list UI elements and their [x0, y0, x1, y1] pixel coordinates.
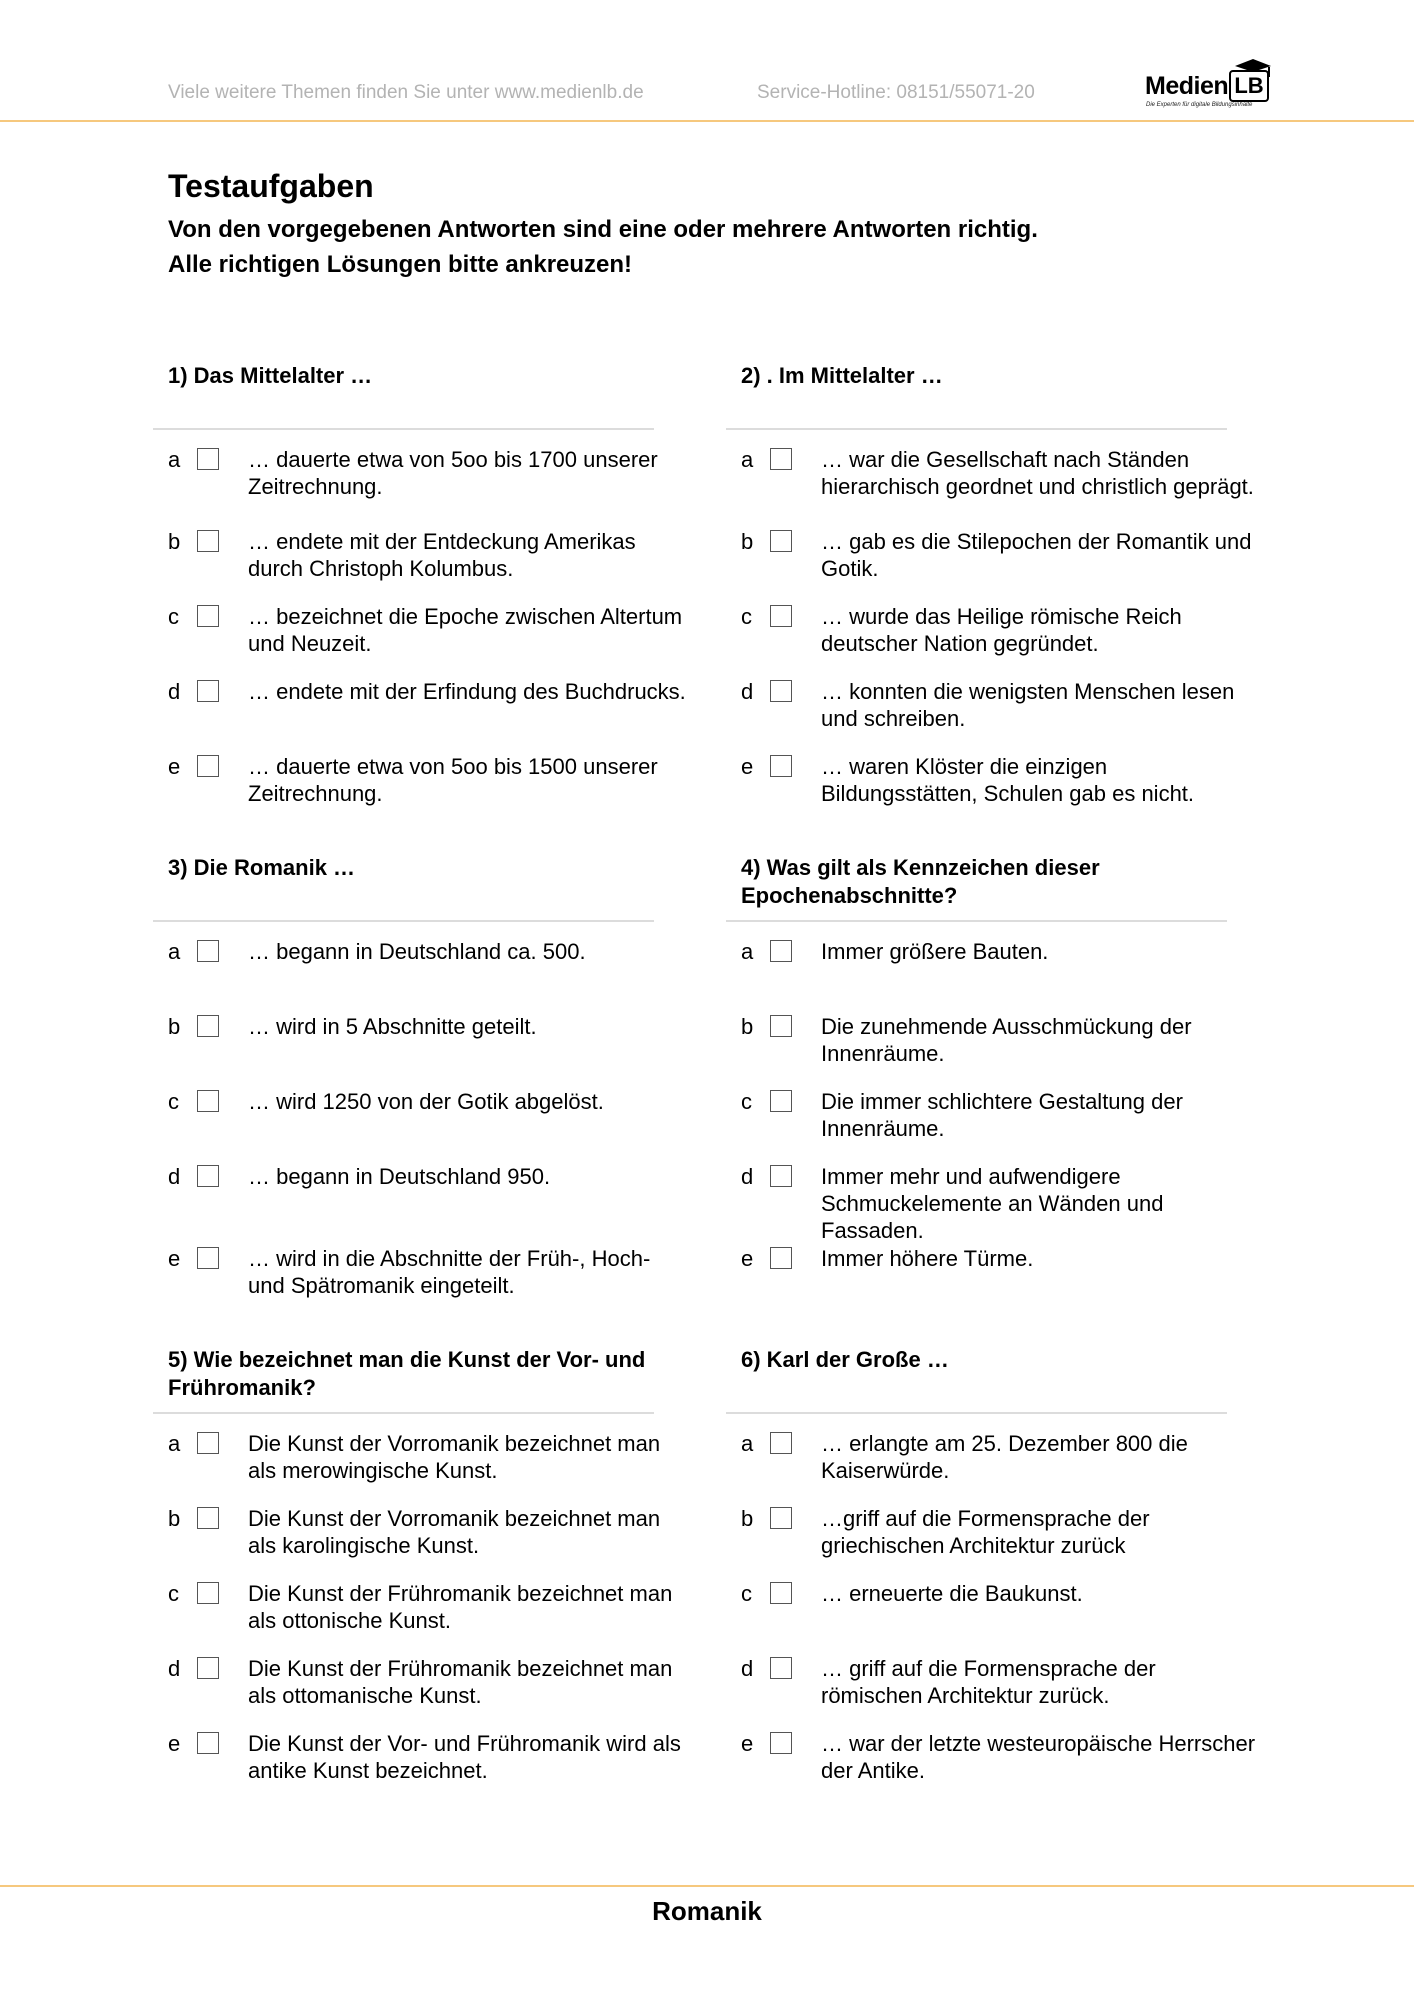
answer-checkbox[interactable]: [197, 1732, 219, 1754]
option-text: Die Kunst der Frühromanik bezeichnet man als ottonische Kunst.: [248, 1581, 673, 1633]
answer-checkbox[interactable]: [770, 530, 792, 552]
question-5-heading: 5) Wie bezeichnet man die Kunst der Vor- und Frühromanik?: [168, 1347, 646, 1400]
option-text: … griff auf die Formensprache der römischen Architektur zurück.: [821, 1656, 1156, 1708]
option-text: … war die Gesellschaft nach Ständen hierarchisch geordnet und christlich geprägt.: [821, 447, 1254, 499]
answer-checkbox[interactable]: [197, 530, 219, 552]
option-letter: d: [168, 1656, 181, 1681]
answer-checkbox[interactable]: [770, 1247, 792, 1269]
answer-checkbox[interactable]: [770, 1015, 792, 1037]
option-letter: b: [168, 529, 181, 554]
question-divider: [153, 920, 654, 922]
page-header: [0, 0, 1414, 122]
question-divider: [726, 920, 1227, 922]
instruction-line-1: Von den vorgegebenen Antworten sind eine oder mehrere Antworten richtig.: [168, 216, 1038, 243]
option-text: … waren Klöster die einzigen Bildungsstätten, Schulen gab es nicht.: [821, 754, 1195, 806]
option-letter: b: [741, 1506, 754, 1531]
answer-checkbox[interactable]: [770, 1432, 792, 1454]
option-letter: d: [168, 1164, 181, 1189]
answer-checkbox[interactable]: [770, 1090, 792, 1112]
graduation-cap-icon: [1231, 58, 1275, 78]
option-text: … konnten die wenigsten Menschen lesen und schreiben.: [821, 679, 1235, 731]
option-letter: c: [168, 604, 179, 629]
option-letter: e: [168, 1731, 181, 1756]
answer-checkbox[interactable]: [197, 680, 219, 702]
option-text: …griff auf die Formensprache der griechischen Architektur zurück: [821, 1506, 1150, 1558]
footer-divider: [0, 1885, 1414, 1887]
answer-checkbox[interactable]: [770, 1657, 792, 1679]
option-letter: a: [741, 1431, 754, 1456]
answer-checkbox[interactable]: [197, 605, 219, 627]
answer-checkbox[interactable]: [770, 755, 792, 777]
option-text: … bezeichnet die Epoche zwischen Altertum und Neuzeit.: [248, 604, 683, 656]
option-letter: b: [741, 529, 754, 554]
option-text: Immer höhere Türme.: [821, 1246, 1034, 1271]
logo-badge: LB: [1229, 70, 1269, 102]
option-text: … wird 1250 von der Gotik abgelöst.: [248, 1089, 604, 1114]
option-letter: e: [741, 1246, 754, 1271]
question-3-heading: 3) Die Romanik …: [168, 855, 356, 880]
option-text: Die immer schlichtere Gestaltung der Innenräume.: [821, 1089, 1183, 1141]
option-letter: b: [168, 1014, 181, 1039]
logo-tagline: Die Experten für digitale Bildungsinhalte: [1146, 102, 1253, 108]
answer-checkbox[interactable]: [197, 1247, 219, 1269]
option-letter: a: [168, 447, 181, 472]
answer-checkbox[interactable]: [770, 1732, 792, 1754]
option-letter: c: [168, 1581, 179, 1606]
question-divider: [153, 1412, 654, 1414]
option-text: … dauerte etwa von 5oo bis 1500 unserer Zeitrechnung.: [248, 754, 658, 806]
logo-word: Medien: [1145, 72, 1229, 100]
option-letter: a: [168, 1431, 181, 1456]
option-text: Die Kunst der Vorromanik bezeichnet man als merowingische Kunst.: [248, 1431, 661, 1483]
option-text: … erneuerte die Baukunst.: [821, 1581, 1083, 1606]
footer-title: Romanik: [652, 1896, 762, 1926]
option-text: Die Kunst der Frühromanik bezeichnet man als ottomanische Kunst.: [248, 1656, 673, 1708]
option-letter: d: [168, 679, 181, 704]
medienlb-logo: [1143, 58, 1273, 112]
answer-checkbox[interactable]: [197, 448, 219, 470]
option-text: … wird in 5 Abschnitte geteilt.: [248, 1014, 537, 1039]
answer-checkbox[interactable]: [770, 1165, 792, 1187]
service-hotline: Service-Hotline: 08151/55071-20: [757, 82, 1035, 103]
option-letter: d: [741, 1164, 754, 1189]
option-letter: d: [741, 679, 754, 704]
option-letter: e: [168, 1246, 181, 1271]
option-text: … begann in Deutschland ca. 500.: [248, 939, 586, 964]
option-letter: b: [741, 1014, 754, 1039]
option-text: Die Kunst der Vor- und Frühromanik wird als antike Kunst bezeichnet.: [248, 1731, 681, 1783]
option-text: … wird in die Abschnitte der Früh-, Hoch- und Spätromanik eingeteilt.: [248, 1246, 651, 1298]
option-letter: d: [741, 1656, 754, 1681]
page-title: Testaufgaben: [168, 168, 374, 204]
question-4-heading: 4) Was gilt als Kennzeichen dieser Epochenabschnitte?: [741, 855, 1100, 908]
option-text: … gab es die Stilepochen der Romantik und Gotik.: [821, 529, 1252, 581]
option-text: … war der letzte westeuropäische Herrscher der Antike.: [821, 1731, 1256, 1783]
option-text: … begann in Deutschland 950.: [248, 1164, 551, 1189]
question-2-heading: 2) . Im Mittelalter …: [741, 363, 943, 388]
option-letter: e: [741, 754, 754, 779]
answer-checkbox[interactable]: [770, 940, 792, 962]
answer-checkbox[interactable]: [197, 1015, 219, 1037]
website-hint: Viele weitere Themen finden Sie unter www.medienlb.de: [168, 82, 644, 103]
answer-checkbox[interactable]: [770, 1507, 792, 1529]
option-text: Die Kunst der Vorromanik bezeichnet man als karolingische Kunst.: [248, 1506, 661, 1558]
answer-checkbox[interactable]: [197, 1582, 219, 1604]
option-text: Immer mehr und aufwendigere Schmuckelemente an Wänden und Fassaden.: [821, 1164, 1164, 1243]
question-divider: [726, 428, 1227, 430]
option-letter: b: [168, 1506, 181, 1531]
answer-checkbox[interactable]: [197, 1657, 219, 1679]
instructions: [168, 212, 1038, 282]
answer-checkbox[interactable]: [770, 680, 792, 702]
answer-checkbox[interactable]: [770, 605, 792, 627]
option-letter: c: [168, 1089, 179, 1114]
answer-checkbox[interactable]: [770, 448, 792, 470]
answer-checkbox[interactable]: [197, 1090, 219, 1112]
option-text: … wurde das Heilige römische Reich deutscher Nation gegründet.: [821, 604, 1182, 656]
option-text: … dauerte etwa von 5oo bis 1700 unserer Zeitrechnung.: [248, 447, 658, 499]
instruction-line-2: Alle richtigen Lösungen bitte ankreuzen!: [168, 251, 633, 278]
option-text: … erlangte am 25. Dezember 800 die Kaiserwürde.: [821, 1431, 1188, 1483]
answer-checkbox[interactable]: [197, 1507, 219, 1529]
option-letter: a: [741, 447, 754, 472]
answer-checkbox[interactable]: [197, 755, 219, 777]
option-letter: a: [741, 939, 754, 964]
option-letter: a: [168, 939, 181, 964]
option-letter: c: [741, 1581, 752, 1606]
option-letter: c: [741, 604, 752, 629]
option-text: … endete mit der Entdeckung Amerikas durch Christoph Kolumbus.: [248, 529, 636, 581]
option-text: … endete mit der Erfindung des Buchdrucks.: [248, 679, 686, 704]
option-letter: e: [741, 1731, 754, 1756]
answer-checkbox[interactable]: [197, 1432, 219, 1454]
question-divider: [153, 428, 654, 430]
answer-checkbox[interactable]: [197, 940, 219, 962]
option-text: Die zunehmende Ausschmückung der Innenräume.: [821, 1014, 1192, 1066]
question-6-heading: 6) Karl der Große …: [741, 1347, 949, 1372]
option-letter: c: [741, 1089, 752, 1114]
answer-checkbox[interactable]: [770, 1582, 792, 1604]
option-text: Immer größere Bauten.: [821, 939, 1049, 964]
option-letter: e: [168, 754, 181, 779]
answer-checkbox[interactable]: [197, 1165, 219, 1187]
question-1-heading: 1) Das Mittelalter …: [168, 363, 373, 388]
question-divider: [726, 1412, 1227, 1414]
